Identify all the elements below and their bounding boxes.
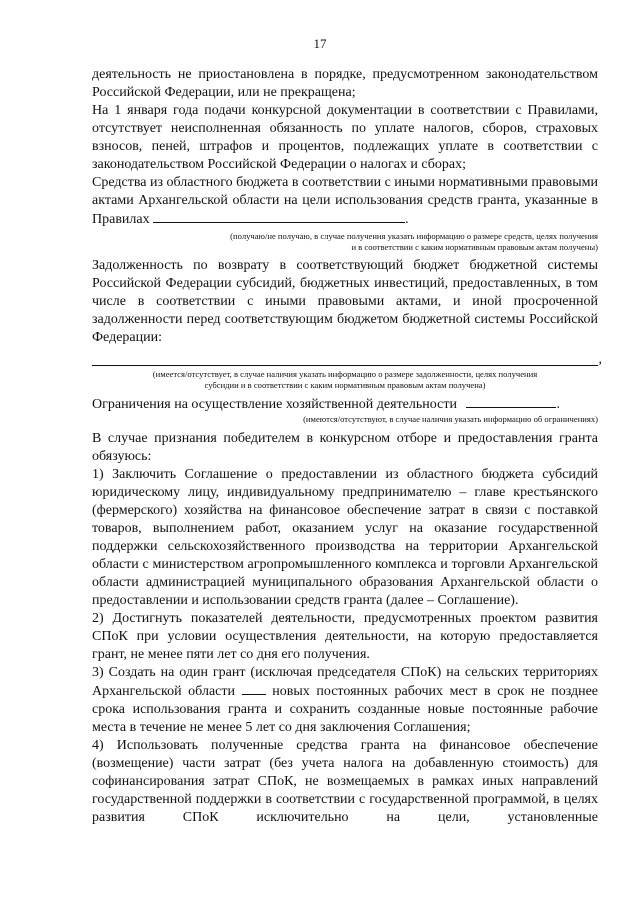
debt-blank-line [92, 347, 602, 367]
regional-funds-blank [153, 210, 405, 223]
obligation-3-text-end: новых постоянных рабочих мест в срок не позднее срока использования гранта и сохранить созданные новые постоянные рабочие места в течение не менее 5 лет со дня заключения Соглашения; [92, 684, 599, 735]
jobs-count-blank [242, 682, 266, 695]
paragraph-restrictions [92, 395, 598, 414]
restrictions-blank [466, 395, 556, 408]
note-regional-funds-line1: (получаю/не получаю, в случае получения указать информацию о размере средств, целях получения [230, 231, 598, 241]
note-debt-line2: субсидии и в соответствии с каким нормативным правовым актам получена) [204, 380, 486, 390]
note-debt-line1: (имеется/отсутствует, в случае наличия указать информацию о размере задолженности, целях получения [152, 369, 538, 379]
paragraph-regional-funds-text: Средства из областного бюджета в соответствии с иными нормативными правовыми актами Архангельской области на цели использования средств гранта, указанные в Правилах [92, 175, 599, 227]
page-number: 17 [313, 36, 327, 51]
paragraph-obligations-intro: В случае признания победителем в конкурсном отборе и предоставления гранта обязуюсь: [92, 431, 598, 464]
paragraph-restrictions-text: Ограничения на осуществление хозяйственной деятельности [92, 397, 457, 412]
paragraph-tax-obligations: На 1 января года подачи конкурсной документации в соответствии с Правилами, отсутствует неисполненная обязанность по уплате налогов, сборов, страховых взносов, пеней, штрафов и процентов, подлежащих уплате в соответствии с законодательством Российской Федерации о налогах и сборах; [92, 103, 598, 172]
note-restrictions: (имеются/отсутствуют, в случае наличия указать информацию об ограничениях) [303, 414, 598, 424]
restrictions-period: . [556, 397, 560, 412]
debt-blank-comma: , [598, 352, 602, 367]
paragraph-obligation-4: 4) Использовать полученные средства гранта на финансовое обеспечение (возмещение) части затрат (без учета налога на добавленную стоимость) для софинансирования затрат СПоК, не возмещаемых в рамках иных направлений государственной поддержки в соответствии с государственной программой, в целях развития СПоК исключительно на цели, установленные [92, 738, 598, 825]
paragraph-regional-funds [92, 174, 598, 229]
paragraph-obligation-3 [92, 664, 598, 737]
obligation-3-text-start: 3) Создать на один грант (исключая председателя СПоК) на сельских территориях Архангельской области [92, 665, 598, 699]
paragraph-obligation-1: 1) Заключить Соглашение о предоставлении из областного бюджета субсидий юридическому лицу, индивидуальному предпринимателю – главе крестьянского (фермерского) хозяйства на финансовое обеспечение затрат в связи с поставкой товаров, выполнением работ, оказанием услуг на оказание государственной поддержки сельскохозяйственного производства на территории Архангельской области с министерством агропромышленного комплекса и торговли Архангельской области администрацией муниципального образования Архангельской области о предоставлении и использовании средств гранта (далее – Соглашение). [92, 467, 598, 608]
paragraph-activity-status: деятельность не приостановлена в порядке, предусмотренном законодательством Российской Федерации, или не прекращена; [92, 67, 598, 100]
note-regional-funds-line2: и в соответствии с каким нормативным правовым актам получены) [351, 242, 598, 252]
document-body [92, 66, 602, 827]
paragraph-obligation-2: 2) Достигнуть показателей деятельности, предусмотренных проектом развития СПоК при условии осуществления деятельности, на которую предоставляется грант, не менее пяти лет со дня его получения. [92, 611, 598, 662]
paragraph-debt: Задолженность по возврату в соответствующий бюджет бюджетной системы Российской Федерации субсидий, бюджетных инвестиций, предоставленных, в том числе в соответствии с иными правовыми актами, и иной просроченной задолженности перед соответствующим бюджетом бюджетной системы Российской Федерации: [92, 258, 598, 345]
regional-funds-period: . [405, 212, 409, 227]
